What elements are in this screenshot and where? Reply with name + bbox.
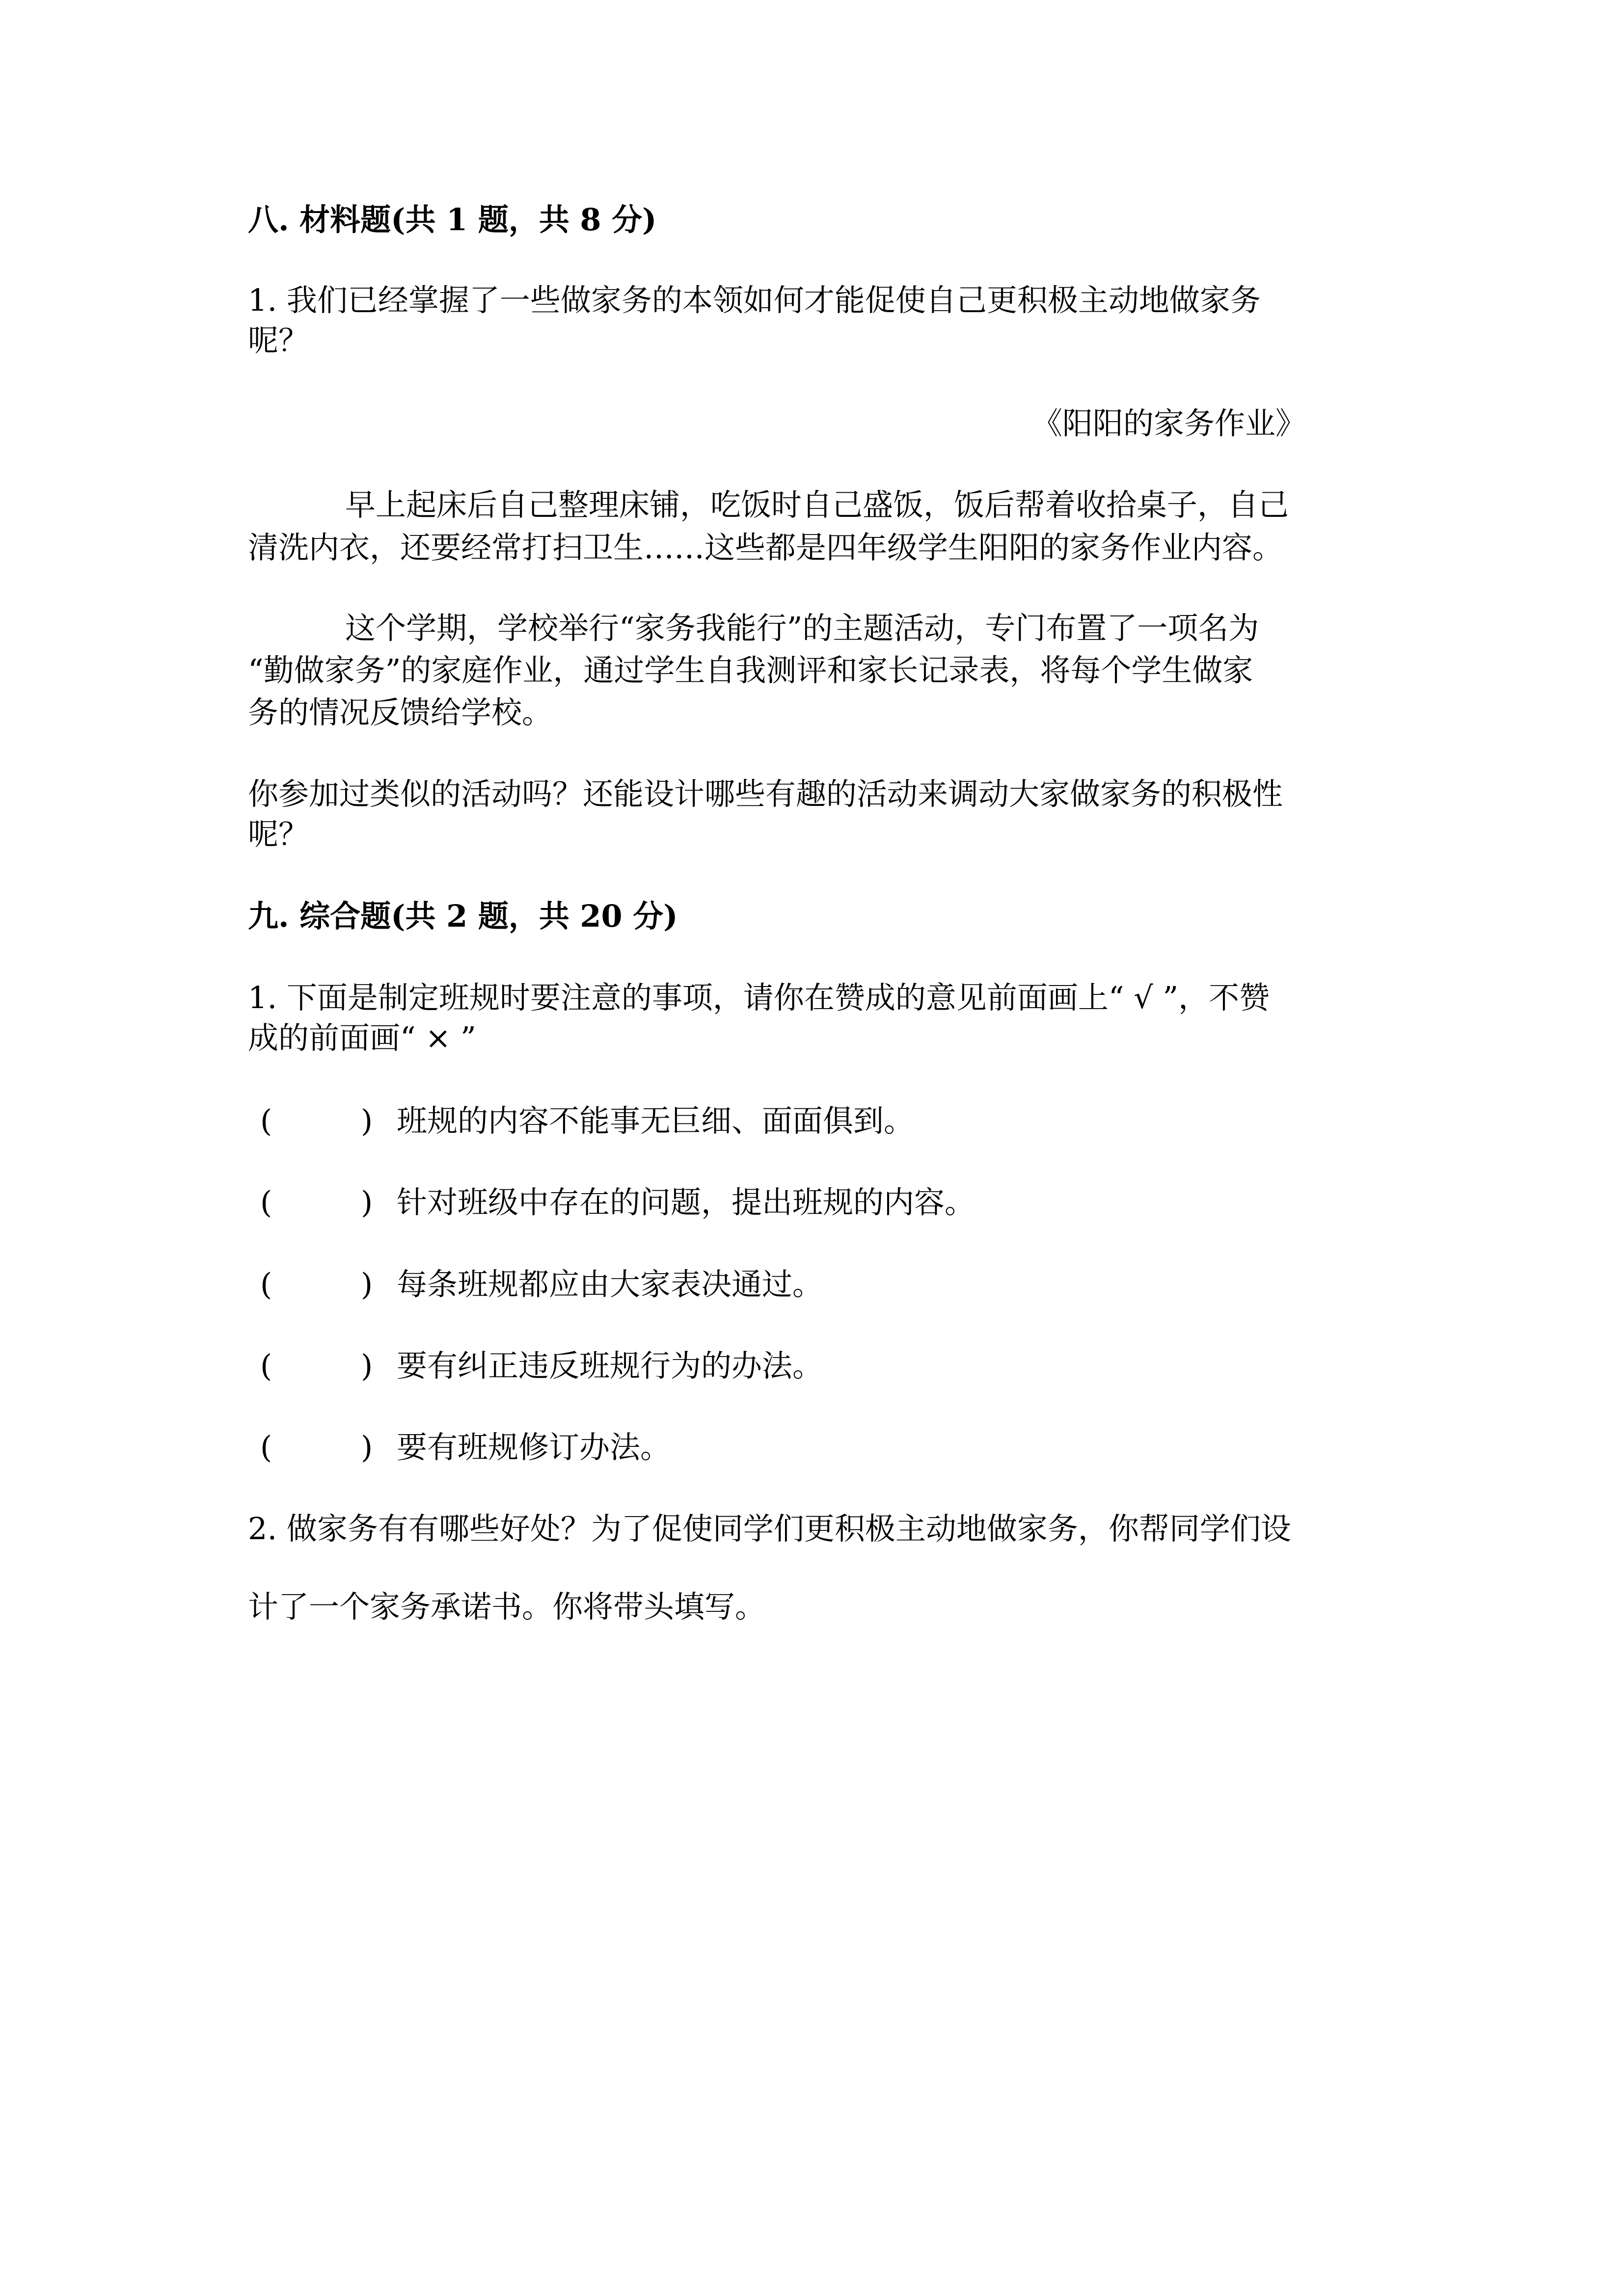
answer-paren-close: ): [361, 1266, 373, 1302]
option-text: 针对班级中存在的问题，提出班规的内容。: [397, 1184, 975, 1220]
option-text: 要有班规修订办法。: [397, 1429, 671, 1465]
section-9-q2-line-1: 2. 做家务有有哪些好处？为了促使同学们更积极主动地做家务，你帮同学们设: [248, 1511, 1291, 1547]
answer-paren-open: (: [260, 1429, 272, 1465]
option-text: 要有纠正违反班规行为的办法。: [397, 1348, 823, 1384]
material-para-1-line-1: 早上起床后自己整理床铺，吃饭时自己盛饭，饭后帮着收拾桌子，自己: [345, 487, 1289, 523]
section-9-q1-line-2: 成的前面画“ × ”: [248, 1020, 476, 1056]
section-9-title: 九. 综合题(共 2 题，共 20 分): [248, 898, 678, 934]
material-title: 《阳阳的家务作业》: [1031, 405, 1306, 441]
material-para-2-line-1: 这个学期，学校举行“家务我能行”的主题活动，专门布置了一项名为: [345, 610, 1259, 646]
material-para-2-line-2: “勤做家务”的家庭作业，通过学生自我测评和家长记录表，将每个学生做家: [248, 652, 1253, 688]
section-8-question-line-1: 你参加过类似的活动吗？还能设计哪些有趣的活动来调动大家做家务的积极性: [248, 776, 1283, 812]
answer-paren-open: (: [260, 1266, 272, 1302]
option-text: 班规的内容不能事无巨细、面面俱到。: [397, 1103, 915, 1139]
section-9-q1-line-1: 1. 下面是制定班规时要注意的事项，请你在赞成的意见前面画上“ √ ”，不赞: [248, 980, 1270, 1015]
answer-paren-close: ): [361, 1429, 373, 1465]
section-9-q2-line-2: 计了一个家务承诺书。你将带头填写。: [248, 1589, 766, 1625]
answer-paren-close: ): [361, 1103, 373, 1139]
answer-paren-open: (: [260, 1103, 272, 1139]
answer-paren-open: (: [260, 1348, 272, 1384]
material-para-1-line-2: 清洗内衣，还要经常打扫卫生……这些都是四年级学生阳阳的家务作业内容。: [248, 530, 1283, 565]
section-8-q1-line-2: 呢？: [248, 322, 309, 358]
section-8-title: 八. 材料题(共 1 题，共 8 分): [248, 202, 657, 238]
answer-paren-close: ): [361, 1184, 373, 1220]
section-8-q1-line-1: 1. 我们已经掌握了一些做家务的本领如何才能促使自己更积极主动地做家务: [248, 282, 1261, 318]
material-para-2-line-3: 务的情况反馈给学校。: [248, 694, 553, 730]
option-text: 每条班规都应由大家表决通过。: [397, 1266, 823, 1302]
answer-paren-close: ): [361, 1348, 373, 1384]
section-8-question-line-2: 呢？: [248, 816, 309, 852]
answer-paren-open: (: [260, 1184, 272, 1220]
